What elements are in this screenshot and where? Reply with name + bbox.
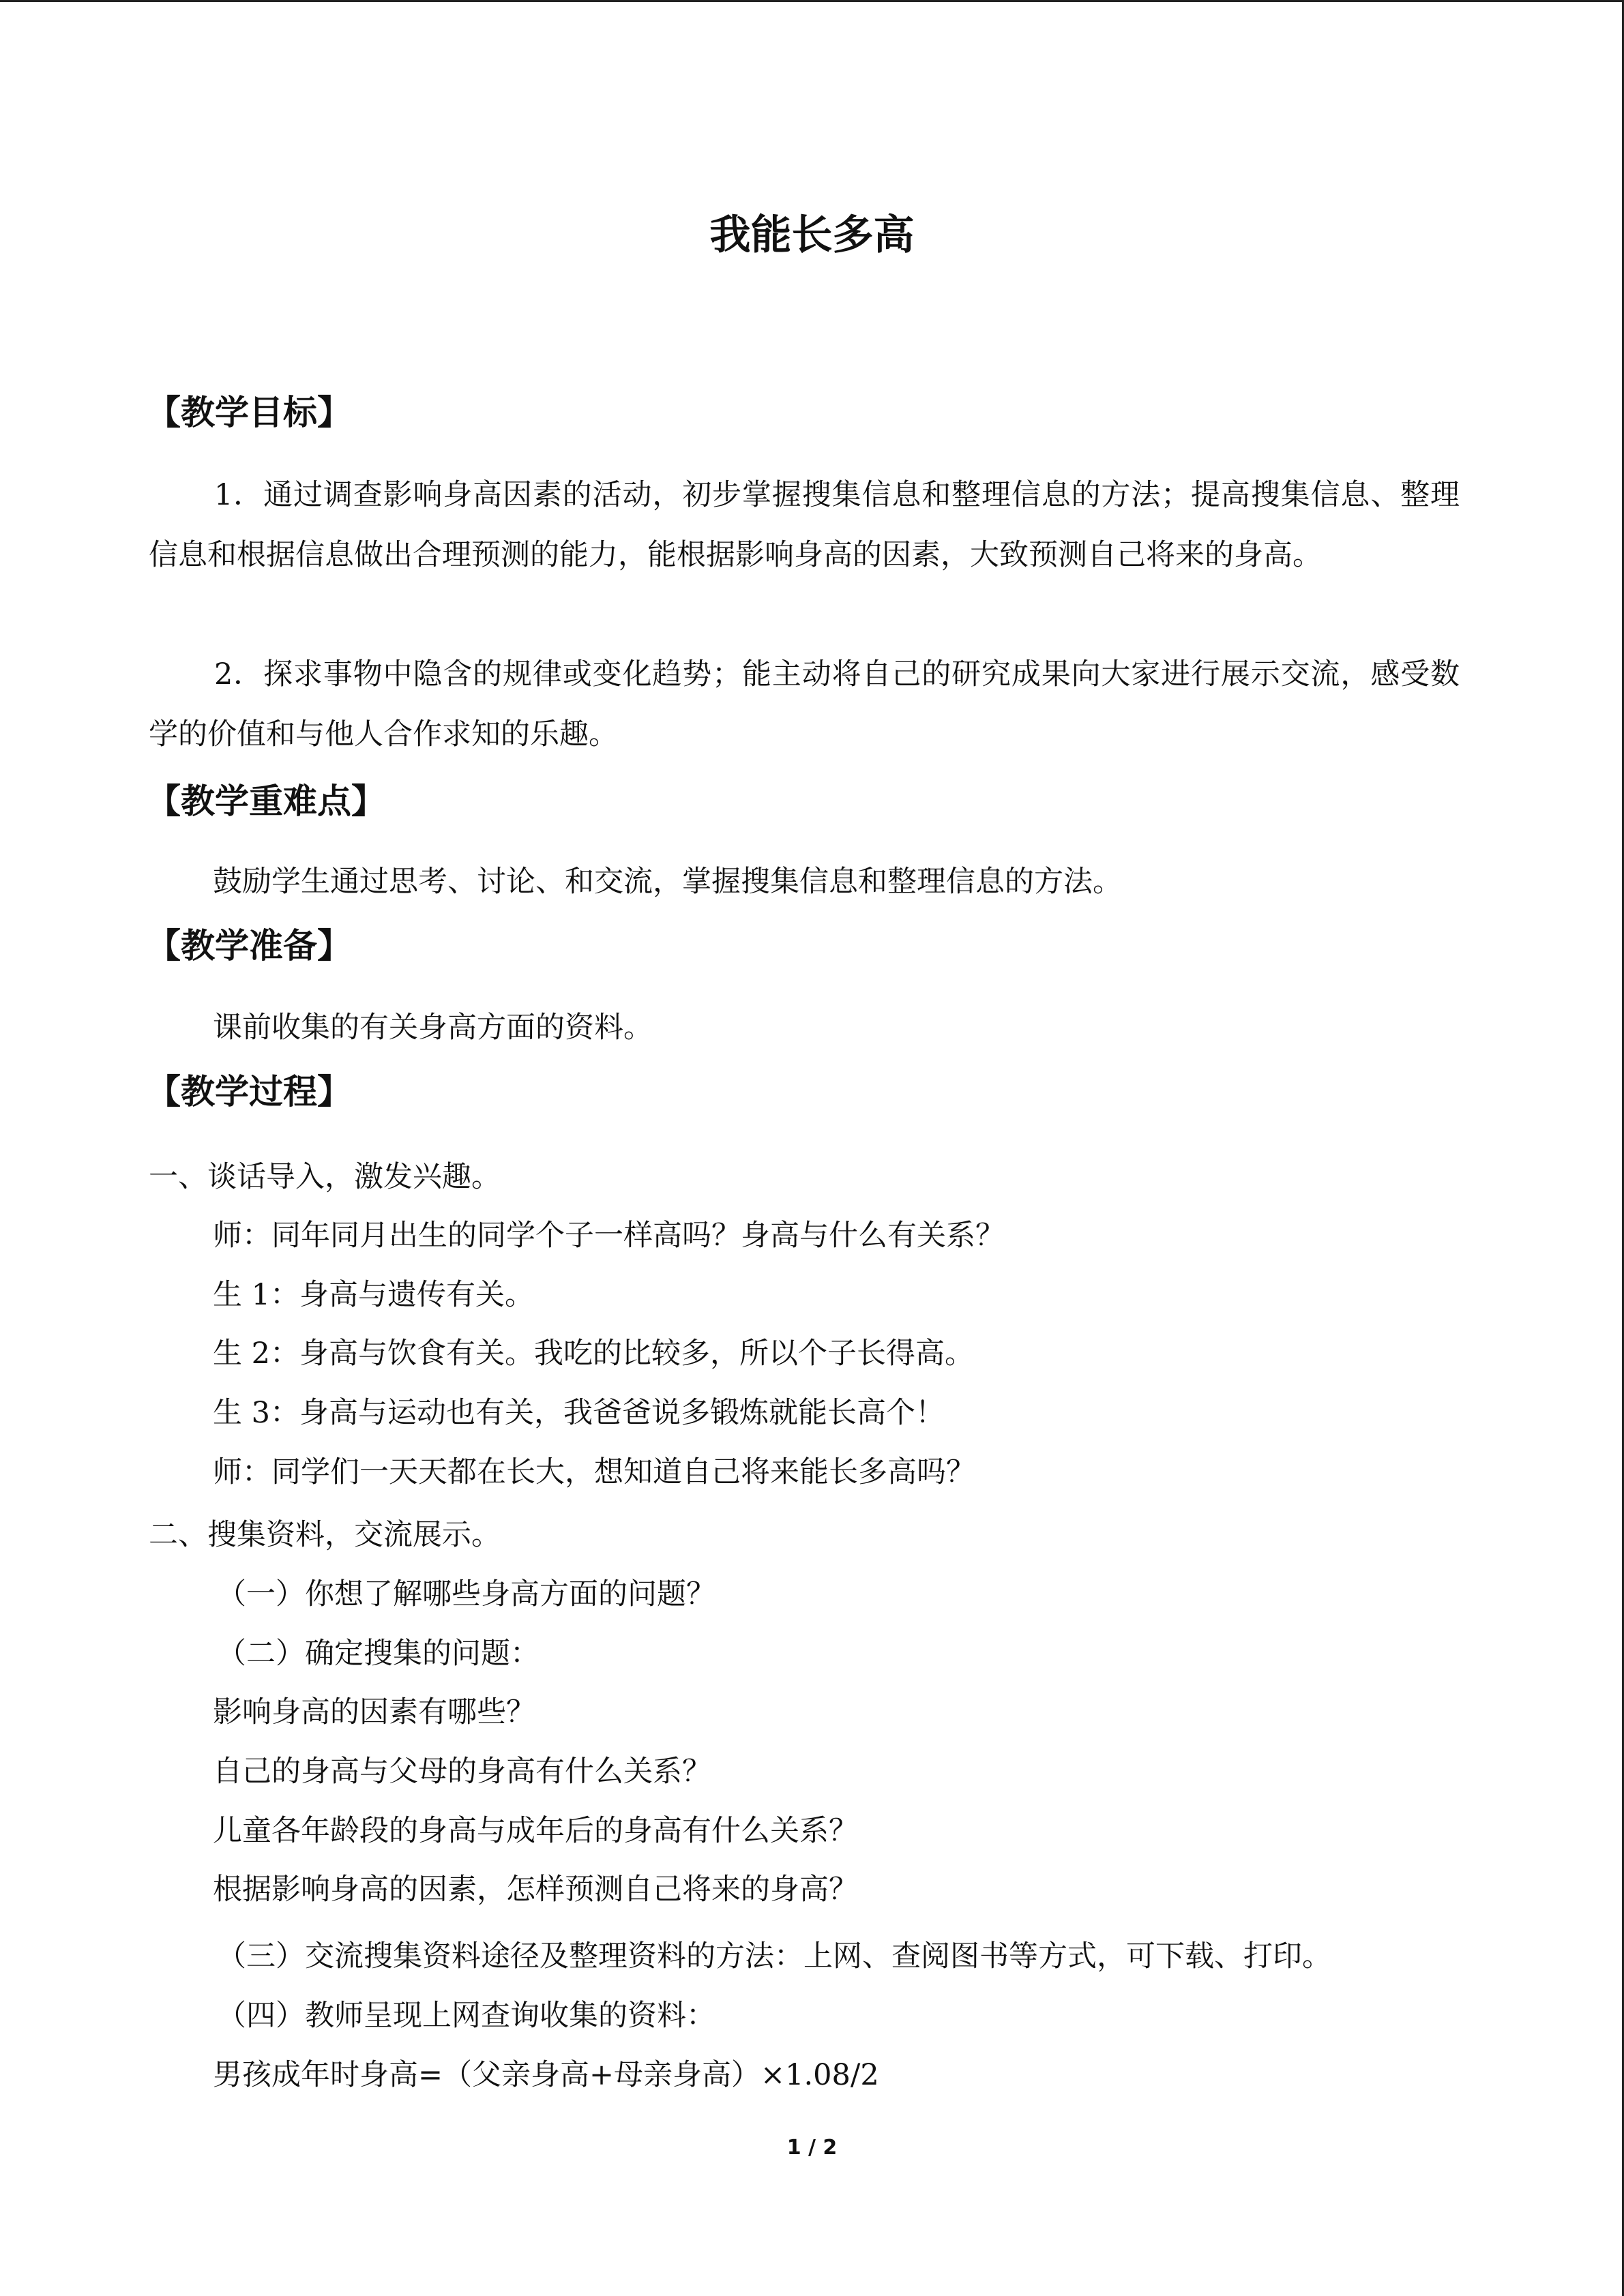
preparation-text: 课前收集的有关身高方面的资料。 <box>213 1011 653 1045</box>
process-line: （一）你想了解哪些身高方面的问题？ <box>217 1577 715 1611</box>
objective-paragraph-1: 1．通过调查影响身高因素的活动，初步掌握搜集信息和整理信息的方法；提高搜集信息、整理信息和根据信息做出合理预测的能力，能根据影响身高的因素，大致预测自己将来的身高。 <box>149 478 1460 572</box>
process-line: 生 2：身高与饮食有关。我吃的比较多，所以个子长得高。 <box>213 1337 975 1371</box>
process-line: （四）教师呈现上网查询收集的资料： <box>217 1999 715 2033</box>
document-title: 我能长多高 <box>709 211 915 259</box>
process-line: 儿童各年龄段的身高与成年后的身高有什么关系？ <box>213 1814 858 1848</box>
objective-paragraph-2: 2．探求事物中隐含的规律或变化趋势；能主动将自己的研究成果向大家进行展示交流，感受数学的价值和与他人合作求知的乐趣。 <box>149 657 1460 751</box>
process-line: 影响身高的因素有哪些？ <box>213 1695 535 1729</box>
page-border-top <box>0 0 1624 2</box>
process-line: 生 1：身高与遗传有关。 <box>213 1278 535 1312</box>
process-line: 自己的身高与父母的身高有什么关系？ <box>213 1755 711 1789</box>
heading-objectives: 【教学目标】 <box>147 393 351 432</box>
process-line: 师：同年同月出生的同学个子一样高吗？身高与什么有关系？ <box>213 1219 1005 1253</box>
process-formula: 男孩成年时身高=（父亲身高+母亲身高）×1.08/2 <box>213 2058 879 2092</box>
heading-key-points: 【教学重难点】 <box>147 781 385 821</box>
process-line: 师：同学们一天天都在长大，想知道自己将来能长多高吗？ <box>213 1455 975 1489</box>
key-points-text: 鼓励学生通过思考、讨论、和交流，掌握搜集信息和整理信息的方法。 <box>213 865 1122 899</box>
page-number: 1 / 2 <box>786 2136 838 2160</box>
heading-preparation: 【教学准备】 <box>147 926 351 966</box>
process-line: （二）确定搜集的问题： <box>217 1637 540 1671</box>
process-step-1-title: 一、谈话导入，激发兴趣。 <box>149 1160 501 1194</box>
heading-process: 【教学过程】 <box>147 1072 351 1112</box>
process-line: （三）交流搜集资料途径及整理资料的方法：上网、查阅图书等方式，可下载、打印。 <box>217 1939 1331 1973</box>
process-line: 根据影响身高的因素，怎样预测自己将来的身高？ <box>213 1873 858 1907</box>
process-step-2-title: 二、搜集资料，交流展示。 <box>149 1518 501 1552</box>
process-line: 生 3：身高与运动也有关，我爸爸说多锻炼就能长高个！ <box>213 1396 945 1430</box>
